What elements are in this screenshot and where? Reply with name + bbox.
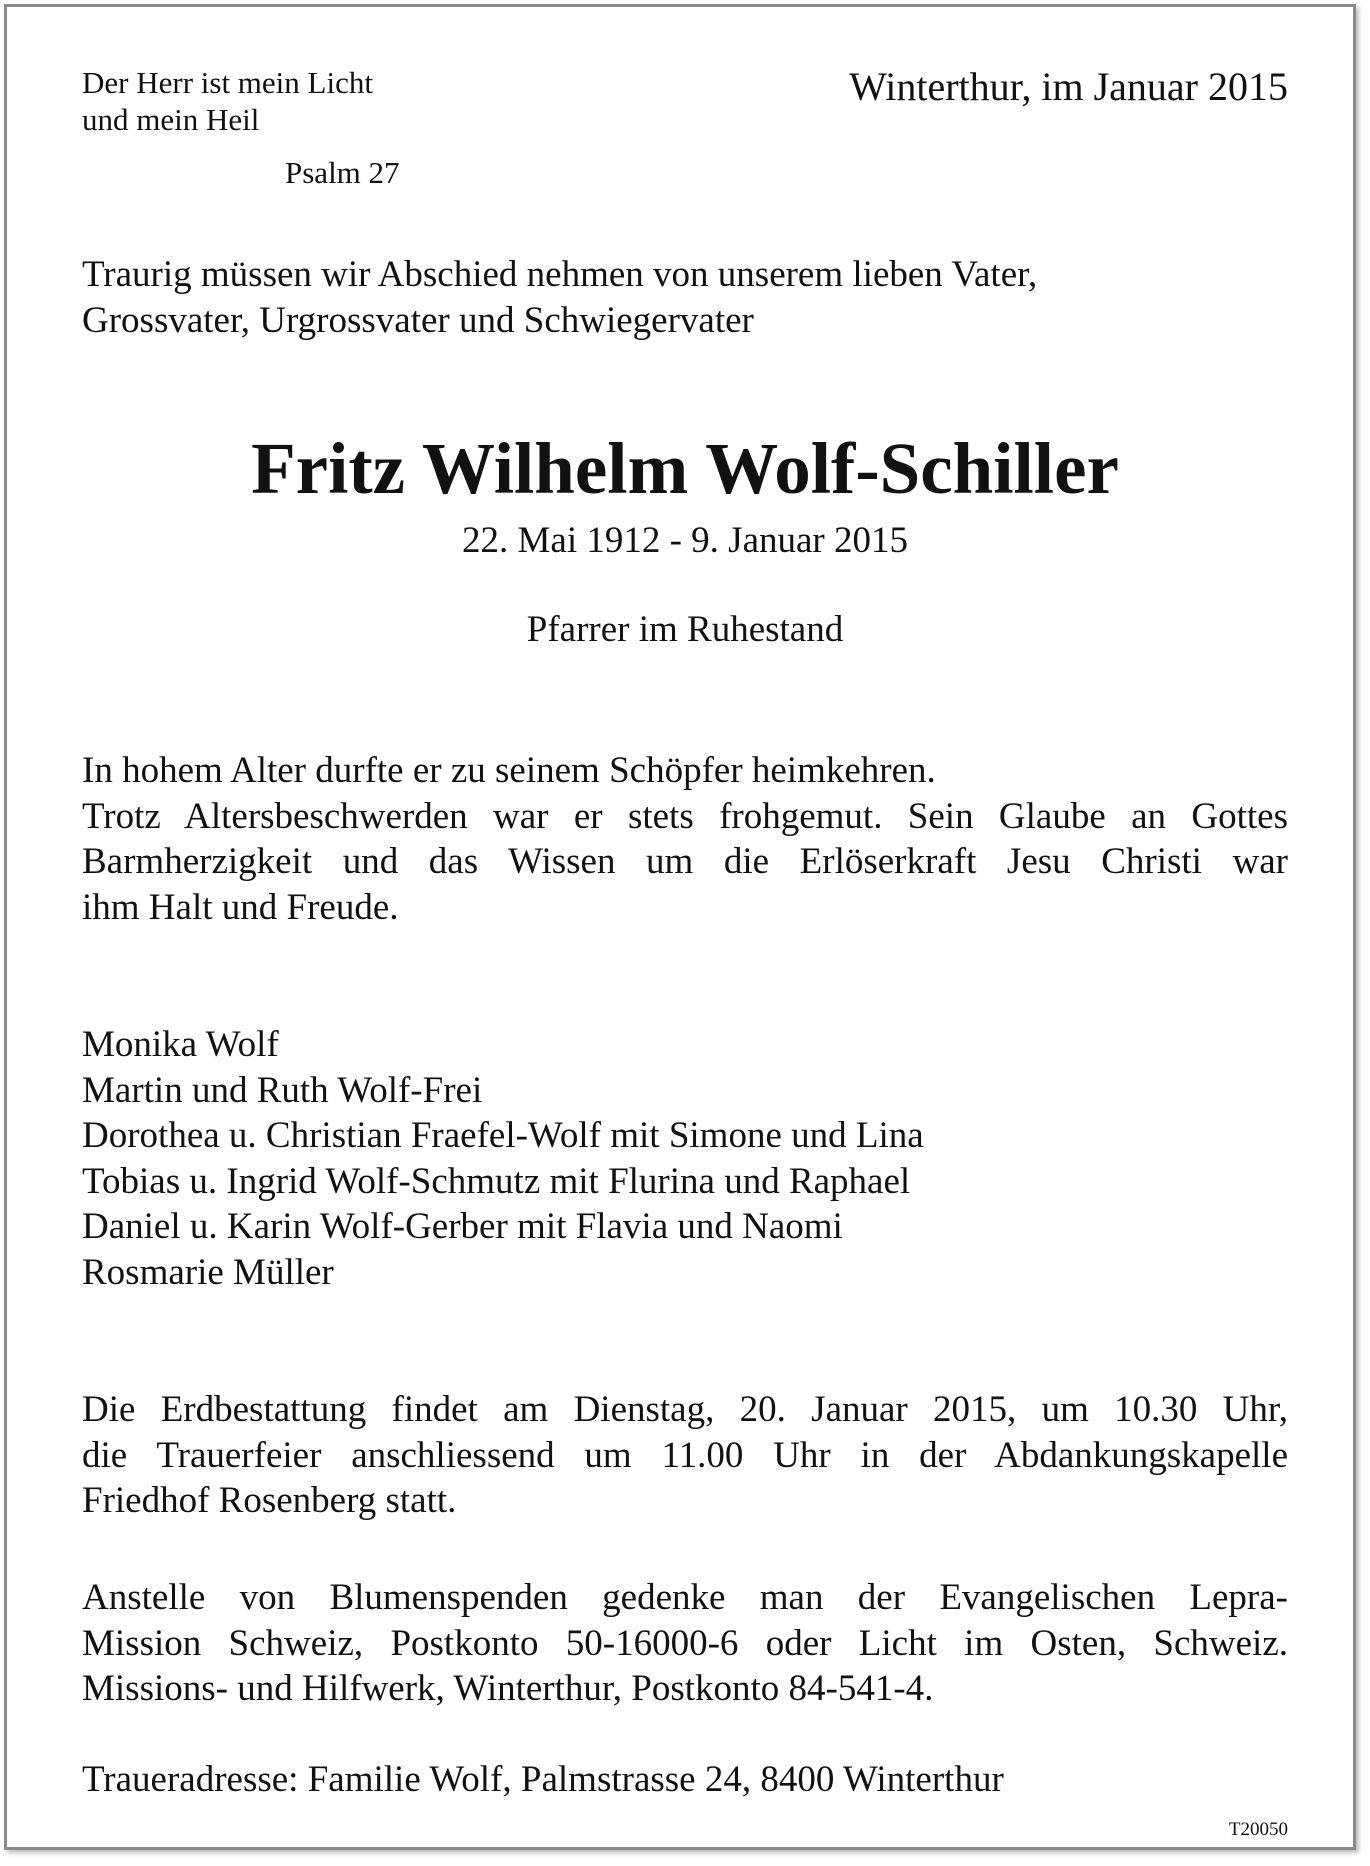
mourning-address: Traueradresse: Familie Wolf, Palmstrasse 24, 8400 Winterthur [82,1759,1004,1800]
intro-paragraph [82,252,1288,343]
life-dates: 22. Mai 1912 - 9. Januar 2015 [462,520,908,561]
donation-line: Missions- und Hilfwerk, Winterthur, Postkonto 84-541-4. [82,1668,934,1709]
mourner-entry: Daniel u. Karin Wolf-Gerber mit Flavia und Naomi [82,1206,843,1247]
bible-verse [82,64,373,138]
donation-line: Mission Schweiz, Postkonto 50-16000-6 oder Licht im Osten, Schweiz. [82,1622,1288,1664]
ceremony-line: Die Erdbestattung findet am Dienstag, 20. Januar 2015, um 10.30 Uhr, [82,1389,1288,1430]
tribute-line: Trotz Altersbeschwerden war er stets frohgemut. Sein Glaube an Gottes [82,795,1288,837]
mourner-entry: Martin und Ruth Wolf-Frei [82,1069,483,1111]
intro-line: Grossvater, Urgrossvater und Schwiegervater [82,299,754,341]
tribute-line: Barmherzigkeit und das Wissen um die Erlöserkraft Jesu Christi war [82,841,1288,882]
mourner-entry: Rosmarie Müller [82,1251,334,1293]
tribute-line: In hohem Alter durfte er zu seinem Schöpfer heimkehren. [82,750,936,791]
tribute-paragraph [82,748,1288,930]
mourner-entry: Dorothea u. Christian Fraefel-Wolf mit Simone und Lina [82,1115,924,1156]
profession: Pfarrer im Ruhestand [526,609,844,650]
mourners-list [82,1022,1288,1295]
deceased-name: Fritz Wilhelm Wolf-Schiller [251,428,1119,509]
reference-code: T20050 [1228,1819,1288,1840]
ceremony-paragraph [82,1387,1288,1524]
ceremony-line: Friedhof Rosenberg statt. [82,1480,457,1521]
ceremony-line: die Trauerfeier anschliessend um 11.00 Uhr in der Abdankungskapelle [82,1434,1288,1476]
mourner-entry: Tobias u. Ingrid Wolf-Schmutz mit Flurina und Raphael [82,1160,911,1202]
verse-line: und mein Heil [82,102,260,137]
mourner-entry: Monika Wolf [82,1024,279,1065]
place-date: Winterthur, im Januar 2015 [849,64,1288,109]
verse-line: Der Herr ist mein Licht [82,65,373,100]
verse-reference: Psalm 27 [285,155,400,190]
donation-paragraph [82,1575,1288,1712]
tribute-line: ihm Halt und Freude. [82,886,399,928]
donation-line: Anstelle von Blumenspenden gedenke man der Evangelischen Lepra- [82,1577,1288,1618]
intro-line: Traurig müssen wir Abschied nehmen von unserem lieben Vater, [82,254,1038,295]
